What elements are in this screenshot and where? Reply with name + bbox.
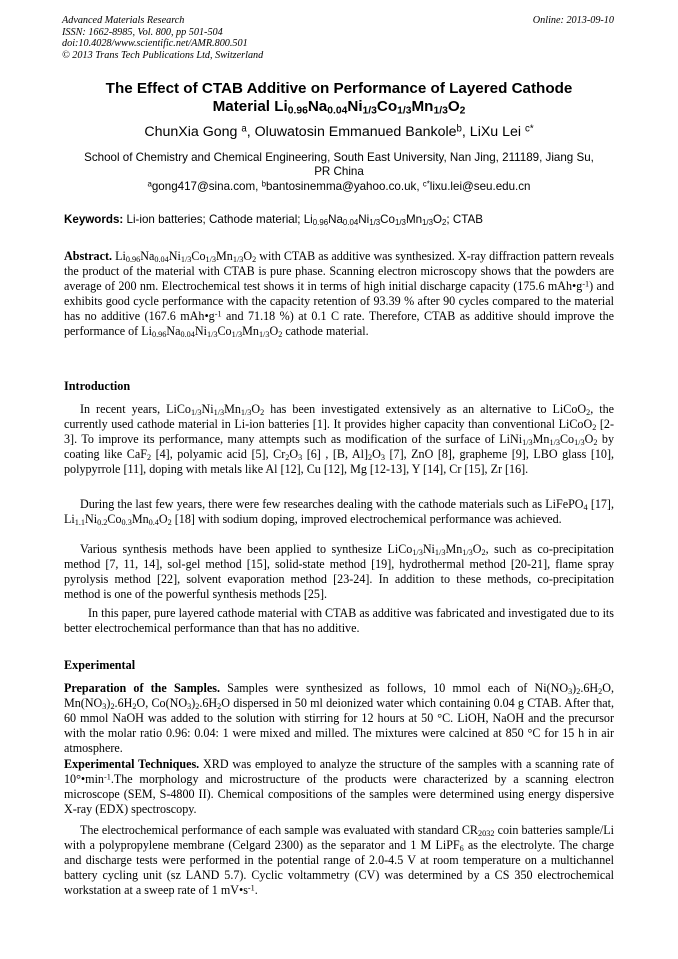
affiliation-line-2: PR China [314, 165, 364, 179]
preparation-paragraph [64, 681, 614, 756]
preparation-label: Preparation of the Samples. [64, 681, 220, 695]
abstract-label: Abstract. [64, 249, 113, 263]
copyright: © 2013 Trans Tech Publications Ltd, Switzerland [62, 49, 264, 61]
abstract [64, 249, 614, 338]
issn: ISSN: 1662-8985, Vol. 800, pp 501-504 [62, 26, 223, 38]
intro-paragraph-2: During the last few years, there were few researches dealing with the cathode materials such as LiFePO$_4$ [17], $Li_{1.1}Ni_{0.2}Co_{0.3}Mn_{0.4}O_2$ [18] with sodium doping, improved electrochemical performance was achieved. [64, 497, 614, 527]
author-emails: $^a$gong417@sina.com, $^b$bantosinemma@yahoo.co.uk, $^{c*}$lixu.lei@seu.edu.cn [147, 179, 531, 193]
electrochem-paragraph: The electrochemical performance of each sample was evaluated with standard $CR_{2032}$ coin batteries sample/Li with a polypropylene membrane (Celgard 2300) as the separator and 1 M LiPF$_6$ as the electrolyte. The charge and discharge tests were performed in the potential range of 2.0-4.5 V at room temperature on a multichannel battery cycling unit (sz LAND 5.7). Cyclic voltammetry (CV) was determined by a CS 350 electrochemical workstation at a sweep rate of 1 $mV•s^{-1}$. [64, 823, 614, 897]
keywords [64, 213, 616, 227]
introduction-heading: Introduction [64, 379, 131, 393]
keywords-text: Li-ion batteries; Cathode material; $Li_{0.96}Na_{0.04}Ni_{1/3}Co_{1/3}Mn_{1/3}O_2$; CTAB [126, 213, 483, 227]
techniques-label: Experimental Techniques. [64, 757, 200, 771]
intro-paragraph-3: Various synthesis methods have been applied to synthesize $LiCo_{1/3}Ni_{1/3}Mn_{1/3}O_2$, such as co-precipitation method [7, 11, 14], sol-gel method [15], solid-state method [19], hydrothermal method [20-21], flame spray pyrolysis method [22], solvent evaporation method [23-24]. In addition to these methods, co-precipitation method is one of the powerful synthesis methods [25]. [64, 542, 614, 601]
abstract-text: $Li_{0.96}Na_{0.04}Ni_{1/3}Co_{1/3}Mn_{1/3}O_2$ with CTAB as additive was synthesized. X-ray diffraction pattern reveals the product of the material with CTAB is pure phase. Scanning electron microscopy shows that the powders are average of 200 nm. Electrochemical test shows it in terms of high initial discharge capacity (175.6 $mAh•g^{-1}$) and exhibits good cycle performance with the capacity retention of 93.39 % after 90 cycles compared to the material has no additive (167.6 $mAh•g^{-1}$ and 71.18 %) at 0.1 C rate. Therefore, CTAB as additive should improve the performance of $Li_{0.96}Na_{0.04}Ni_{1/3}Co_{1/3}Mn_{1/3}O_2$ cathode material. [64, 249, 615, 339]
title-line-1: The Effect of CTAB Additive on Performance of Layered Cathode [105, 80, 573, 97]
experimental-heading: Experimental [64, 658, 136, 672]
doi: doi:10.4028/www.scientific.net/AMR.800.501 [62, 38, 248, 50]
title-line-2: Material $Li_{0.96}Na_{0.04}Ni_{1/3}Co_{1/3}Mn_{1/3}O_2$ [212, 98, 466, 117]
author-list: ChunXia Gong $^a$, Oluwatosin Emmanued Bankole$^b$, LiXu Lei $^{c*}$ [144, 123, 534, 140]
intro-paragraph-4: In this paper, pure layered cathode material with CTAB as additive was fabricated and investigated due to its better electrochemical performance than that has no additive. [64, 606, 614, 635]
techniques-paragraph [64, 757, 614, 817]
paper-title [40, 80, 638, 116]
keywords-label: Keywords: [64, 213, 124, 226]
intro-paragraph-1: In recent years, $LiCo_{1/3}Ni_{1/3}Mn_{1/3}O_2$ has been investigated extensively as an alternative to LiCoO$_2$, the currently used cathode material in Li-ion batteries [1]. It provides higher capacity than conventional LiCoO$_2$ [2-3]. To improve its performance, many attempts such as modification of the surface of $LiNi_{1/3}Mn_{1/3}Co_{1/3}O_2$ by coating like CaF$_2$ [4], polyamic acid [5], $Cr_2O_3$ [6] , [B, $Al]_2O_3$ [7], ZnO [8], grapheme [9], LBO glass [10], polypyrrole [11], doping with metals like Al [12], Cu [12], Mg [12-13], Y [14], Cr [15], Zr [16]. [64, 402, 614, 476]
online-date: Online: 2013-09-10 [532, 15, 614, 26]
techniques-text: XRD was employed to analyze the structure of the samples with a scanning rate of $10^\circ•\min^{-1}.The$ morphology and microstructure of the products were characterized by a scanning electron microscope (SEM, S-4800 II). Chemical compositions of the samples were determined using energy dispersive X-ray (EDX) spectroscopy. [64, 757, 614, 816]
journal-header [62, 15, 263, 61]
journal-name: Advanced Materials Research [62, 15, 185, 26]
affiliation-line-1: School of Chemistry and Chemical Engineering, South East University, Nan Jing, 211189, Jiang Su, [84, 151, 594, 164]
affiliation [58, 151, 620, 194]
preparation-text: Samples were synthesized as follows, 10 mmol each of $Ni(NO_3)_2.6H_2O$, $Mn(NO_3)_2.6H_2O$, $Co(NO_3)_2.6H_2O$ dispersed in 50 ml deionized water which containing 0.04 g CTAB. After that, 60 mmol NaOH was added to the solution with stirring for 12 hours at 50 °C. LiOH, NaOH and the precursor with the molar ratio 0.96: 0.04: 1 were mixed and milled. The mixtures were calcined at 850 °C for 15 h in air atmosphere. [64, 681, 615, 755]
